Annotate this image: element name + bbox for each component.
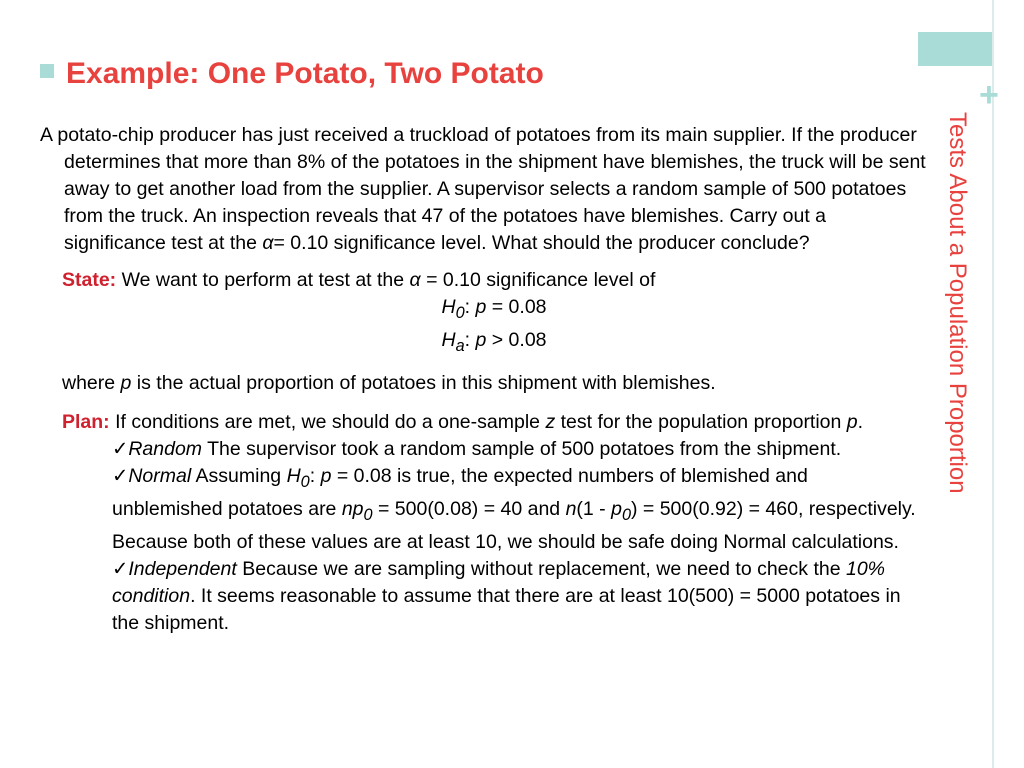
h-subscript: a <box>455 336 465 355</box>
plan-label: Plan: <box>62 410 110 433</box>
z-symbol: z <box>545 410 556 433</box>
h-value: = 0.08 <box>486 296 547 318</box>
condition-independent <box>40 556 926 637</box>
condition-name: Normal <box>128 464 192 487</box>
condition-normal <box>40 463 926 556</box>
condition-text: = 500(0.08) = 40 and <box>372 497 566 520</box>
condition-text: . It seems reasonable to assume that there are at least 10(500) = 5000 potatoes in the shipment. <box>112 584 901 634</box>
np-symbol: np <box>341 497 364 520</box>
p-symbol: p <box>320 464 332 487</box>
problem-end: = 0.10 significance level. What should the producer conclude? <box>273 232 810 254</box>
plan-text-end: . <box>857 410 864 433</box>
checkmark-icon: ✓ <box>112 464 129 487</box>
condition-text: Because we are sampling without replacement, we need to check the <box>236 557 846 580</box>
state-text-end: = 0.10 significance level of <box>420 269 656 291</box>
problem-statement <box>40 122 926 257</box>
plan-text: If conditions are met, we should do a one-sample <box>109 410 546 433</box>
h-colon: : <box>464 328 476 351</box>
plan-text-mid: test for the population proportion <box>555 410 847 433</box>
p-symbol: p <box>846 410 858 433</box>
condition-term: 10% condition <box>112 557 886 607</box>
slide-title <box>40 56 544 92</box>
alternative-hypothesis <box>40 327 926 360</box>
p-subscript: 0 <box>621 505 631 524</box>
condition-text: ) = 500(0.92) = 460, respectively. Because both of these values are at least 10, we should be safe doing Normal calculations. <box>112 497 916 553</box>
where-statement <box>40 370 926 397</box>
h-letter: H <box>441 328 456 351</box>
h-letter: H <box>286 464 301 487</box>
p-symbol: p <box>475 328 487 351</box>
condition-text: = 0.08 is true, the expected numbers of blemished and unblemished potatoes are <box>112 464 808 520</box>
p-symbol: p <box>611 497 622 520</box>
p-symbol: p <box>475 296 487 318</box>
condition-text: : <box>309 464 321 487</box>
n-symbol: n <box>565 497 577 520</box>
slide-title-text: Example: One Potato, Two Potato <box>66 57 544 90</box>
h-colon: : <box>464 296 476 318</box>
condition-random <box>40 436 926 463</box>
null-hypothesis <box>40 294 926 327</box>
plan-section <box>40 409 926 436</box>
plus-icon: + <box>979 76 999 114</box>
slide-content <box>40 122 926 637</box>
where-text: where <box>62 371 121 394</box>
h-subscript: 0 <box>300 472 310 491</box>
alpha-symbol: α <box>262 232 274 254</box>
square-bullet-icon <box>40 64 54 78</box>
h-value: > 0.08 <box>486 328 547 351</box>
condition-name: Random <box>128 437 203 460</box>
condition-text: Assuming <box>191 464 287 487</box>
state-section <box>40 267 926 294</box>
where-text-end: is the actual proportion of potatoes in this shipment with blemishes. <box>131 371 716 394</box>
checkmark-icon: ✓ <box>112 557 129 580</box>
condition-name: Independent <box>128 557 237 580</box>
accent-block <box>918 32 992 66</box>
condition-text: The supervisor took a random sample of 500 potatoes from the shipment. <box>202 437 842 460</box>
np-subscript: 0 <box>363 505 373 524</box>
checkmark-icon: ✓ <box>112 437 129 460</box>
sidebar-title: Tests About a Population Proportion <box>944 112 971 494</box>
p-symbol: p <box>120 371 132 394</box>
h-letter: H <box>441 296 456 318</box>
h-subscript: 0 <box>455 303 465 322</box>
accent-divider <box>992 0 994 768</box>
state-text: We want to perform at test at the <box>116 269 410 291</box>
condition-text: (1 - <box>576 497 612 520</box>
problem-text: A potato-chip producer has just received a truckload of potatoes from its main supplier. If the producer determines that more than 8% of the potatoes in the shipment have blemishes, the truck will be sent away to get another load from the supplier. A supervisor selects a random sample of 500 potatoes from the truck. An inspection reveals that 47 of the potatoes have blemishes. Carry out a significance test at the <box>40 124 926 254</box>
alpha-symbol: α <box>409 269 421 291</box>
state-label: State: <box>62 269 117 291</box>
